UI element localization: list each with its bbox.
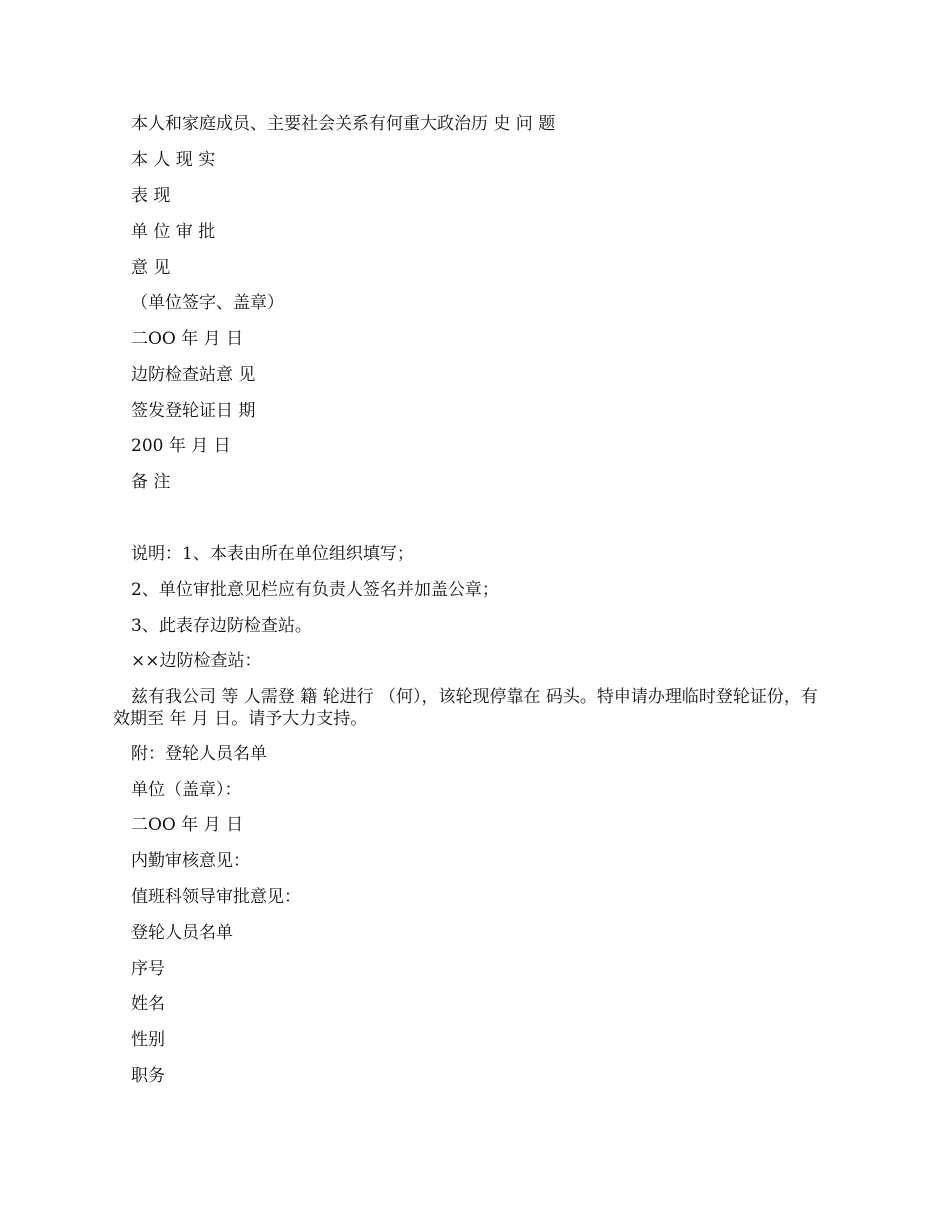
form-line-unit-approval-1: 单 位 审 批 <box>131 222 216 242</box>
letter-signature-unit: 单位（盖章）： <box>131 780 242 800</box>
note-1: 说明：1、本表由所在单位组织填写； <box>131 544 414 564</box>
form-line-border-station-opinion: 边防检查站意 见 <box>131 365 256 385</box>
form-line-pass-issue-date: 签发登轮证日 期 <box>131 401 256 421</box>
letter-body: 兹有我公司 等 人需登 籍 轮进行 （何），该轮现停靠在 码头。特申请办理临时登轮证份，有效期至 年 月 日。请予大力支持。 <box>113 687 818 729</box>
note-2: 2、单位审批意见栏应有负责人签名并加盖公章； <box>131 580 499 600</box>
letter-signature-date: 二OO 年 月 日 <box>131 815 244 835</box>
letter-duty-approval: 值班科领导审批意见： <box>131 887 301 907</box>
form-line-current-performance-1: 本 人 现 实 <box>131 150 216 170</box>
form-line-unit-signature: （单位签字、盖章） <box>131 293 284 313</box>
form-line-political-history: 本人和家庭成员、主要社会关系有何重大政治历 史 问 题 <box>131 114 556 134</box>
roster-title: 登轮人员名单 <box>131 923 233 943</box>
form-line-current-performance-2: 表 现 <box>131 186 171 206</box>
roster-column-index: 序号 <box>131 959 165 979</box>
form-line-unit-approval-2: 意 见 <box>131 258 171 278</box>
roster-column-position: 职务 <box>131 1066 165 1086</box>
form-line-date: 二OO 年 月 日 <box>131 329 244 349</box>
note-3: 3、此表存边防检查站。 <box>131 616 312 636</box>
form-line-remarks: 备 注 <box>131 472 171 492</box>
letter-attachment: 附：登轮人员名单 <box>131 744 267 764</box>
roster-column-name: 姓名 <box>131 994 165 1014</box>
roster-column-gender: 性别 <box>131 1030 165 1050</box>
letter-addressee: ××边防检查站： <box>131 651 262 671</box>
letter-internal-review: 内勤审核意见： <box>131 851 250 871</box>
form-line-pass-date: 200 年 月 日 <box>131 436 231 456</box>
